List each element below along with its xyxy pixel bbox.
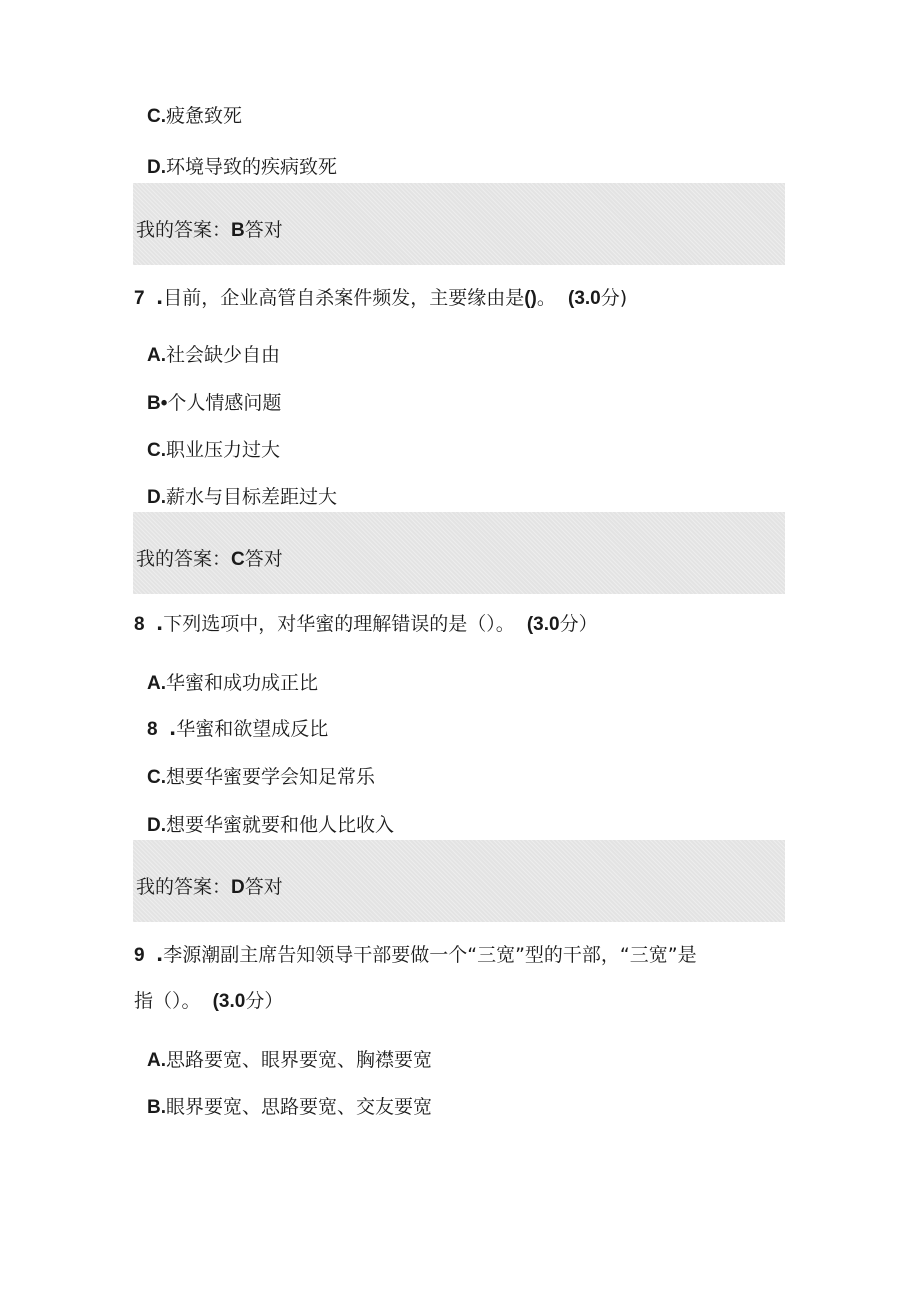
- answer-line: [136, 546, 283, 573]
- question-score-unit: 分): [600, 287, 628, 309]
- option-text: 个人情感问题: [167, 392, 282, 414]
- q7-option-b: [147, 390, 281, 417]
- question-score: (3.0: [212, 991, 246, 1012]
- question-8: [134, 611, 598, 638]
- answer-line: [136, 217, 283, 244]
- question-score-unit: 分）: [245, 990, 284, 1012]
- question-7: [134, 285, 627, 312]
- q9-option-b: [147, 1094, 432, 1121]
- answer-box-7: [133, 512, 785, 594]
- question-9-continued: [134, 988, 283, 1015]
- q7-option-a: [147, 342, 280, 369]
- answer-box-6: [133, 183, 785, 265]
- option-d-prev: [147, 154, 337, 181]
- answer-suffix: 答对: [244, 548, 283, 570]
- option-text: 想要华蜜要学会知足常乐: [166, 766, 376, 788]
- question-score: (3.0: [526, 614, 560, 635]
- option-text: 眼界要宽、思路要宽、交友要宽: [166, 1096, 433, 1118]
- question-number: 9: [134, 945, 145, 966]
- question-text: 下列选项中，对华蜜的理解错误的是（）。: [163, 613, 515, 635]
- answer-suffix: 答对: [244, 219, 283, 241]
- question-dot: .: [156, 287, 164, 309]
- question-9: [134, 942, 697, 969]
- option-text: 想要华蜜就要和他人比收入: [166, 814, 395, 836]
- question-number: 7: [134, 288, 145, 309]
- option-text: 环境导致的疾病致死: [166, 156, 338, 178]
- question-text: 李源潮副主席告知领导干部要做一个“三宽”型的干部，“三宽”是: [163, 944, 697, 966]
- answer-letter: C: [231, 549, 245, 570]
- question-end: 。: [536, 287, 556, 309]
- q8-option-c: [147, 764, 375, 791]
- option-text: 华蜜和欲望成反比: [176, 718, 329, 740]
- option-letter: B•: [147, 393, 168, 414]
- option-text: 薪水与目标差距过大: [166, 486, 338, 508]
- answer-letter: D: [231, 877, 245, 898]
- answer-prefix: 我的答案：: [136, 219, 232, 241]
- option-text: 疲惫致死: [166, 105, 243, 127]
- answer-prefix: 我的答案：: [136, 548, 232, 570]
- q7-option-d: [147, 484, 337, 511]
- q8-option-d: [147, 812, 394, 839]
- answer-letter: B: [231, 220, 245, 241]
- q8-option-a: [147, 670, 318, 697]
- answer-prefix: 我的答案：: [136, 876, 232, 898]
- question-dot: .: [156, 613, 164, 635]
- option-letter: C.: [147, 767, 166, 788]
- option-letter: A.: [147, 345, 166, 366]
- question-score-unit: 分）: [559, 613, 598, 635]
- question-dot: .: [156, 944, 164, 966]
- q8-option-b: [147, 716, 328, 743]
- option-letter: B.: [147, 1097, 166, 1118]
- question-number: 8: [134, 614, 145, 635]
- option-letter: D.: [147, 487, 166, 508]
- question-paren: (): [524, 288, 537, 309]
- option-text: 职业压力过大: [166, 439, 281, 461]
- option-letter: C.: [147, 440, 166, 461]
- option-dot: .: [169, 718, 177, 740]
- q9-option-a: [147, 1047, 432, 1074]
- question-text: 目前，企业高管自杀案件频发，主要缘由是: [163, 287, 525, 309]
- q7-option-c: [147, 437, 280, 464]
- option-letter: A.: [147, 673, 166, 694]
- option-letter: C.: [147, 106, 166, 127]
- question-text: 指（）。: [134, 990, 201, 1012]
- answer-box-8: [133, 840, 785, 922]
- option-letter: A.: [147, 1050, 166, 1071]
- option-letter: D.: [147, 815, 166, 836]
- option-number: 8: [147, 719, 158, 740]
- answer-suffix: 答对: [244, 876, 283, 898]
- answer-line: [136, 874, 283, 901]
- option-letter: D.: [147, 157, 166, 178]
- option-text: 社会缺少自由: [166, 344, 281, 366]
- question-score: (3.0: [568, 288, 601, 309]
- option-text: 思路要宽、眼界要宽、胸襟要宽: [166, 1049, 433, 1071]
- option-text: 华蜜和成功成正比: [166, 672, 319, 694]
- option-c-prev: [147, 103, 242, 130]
